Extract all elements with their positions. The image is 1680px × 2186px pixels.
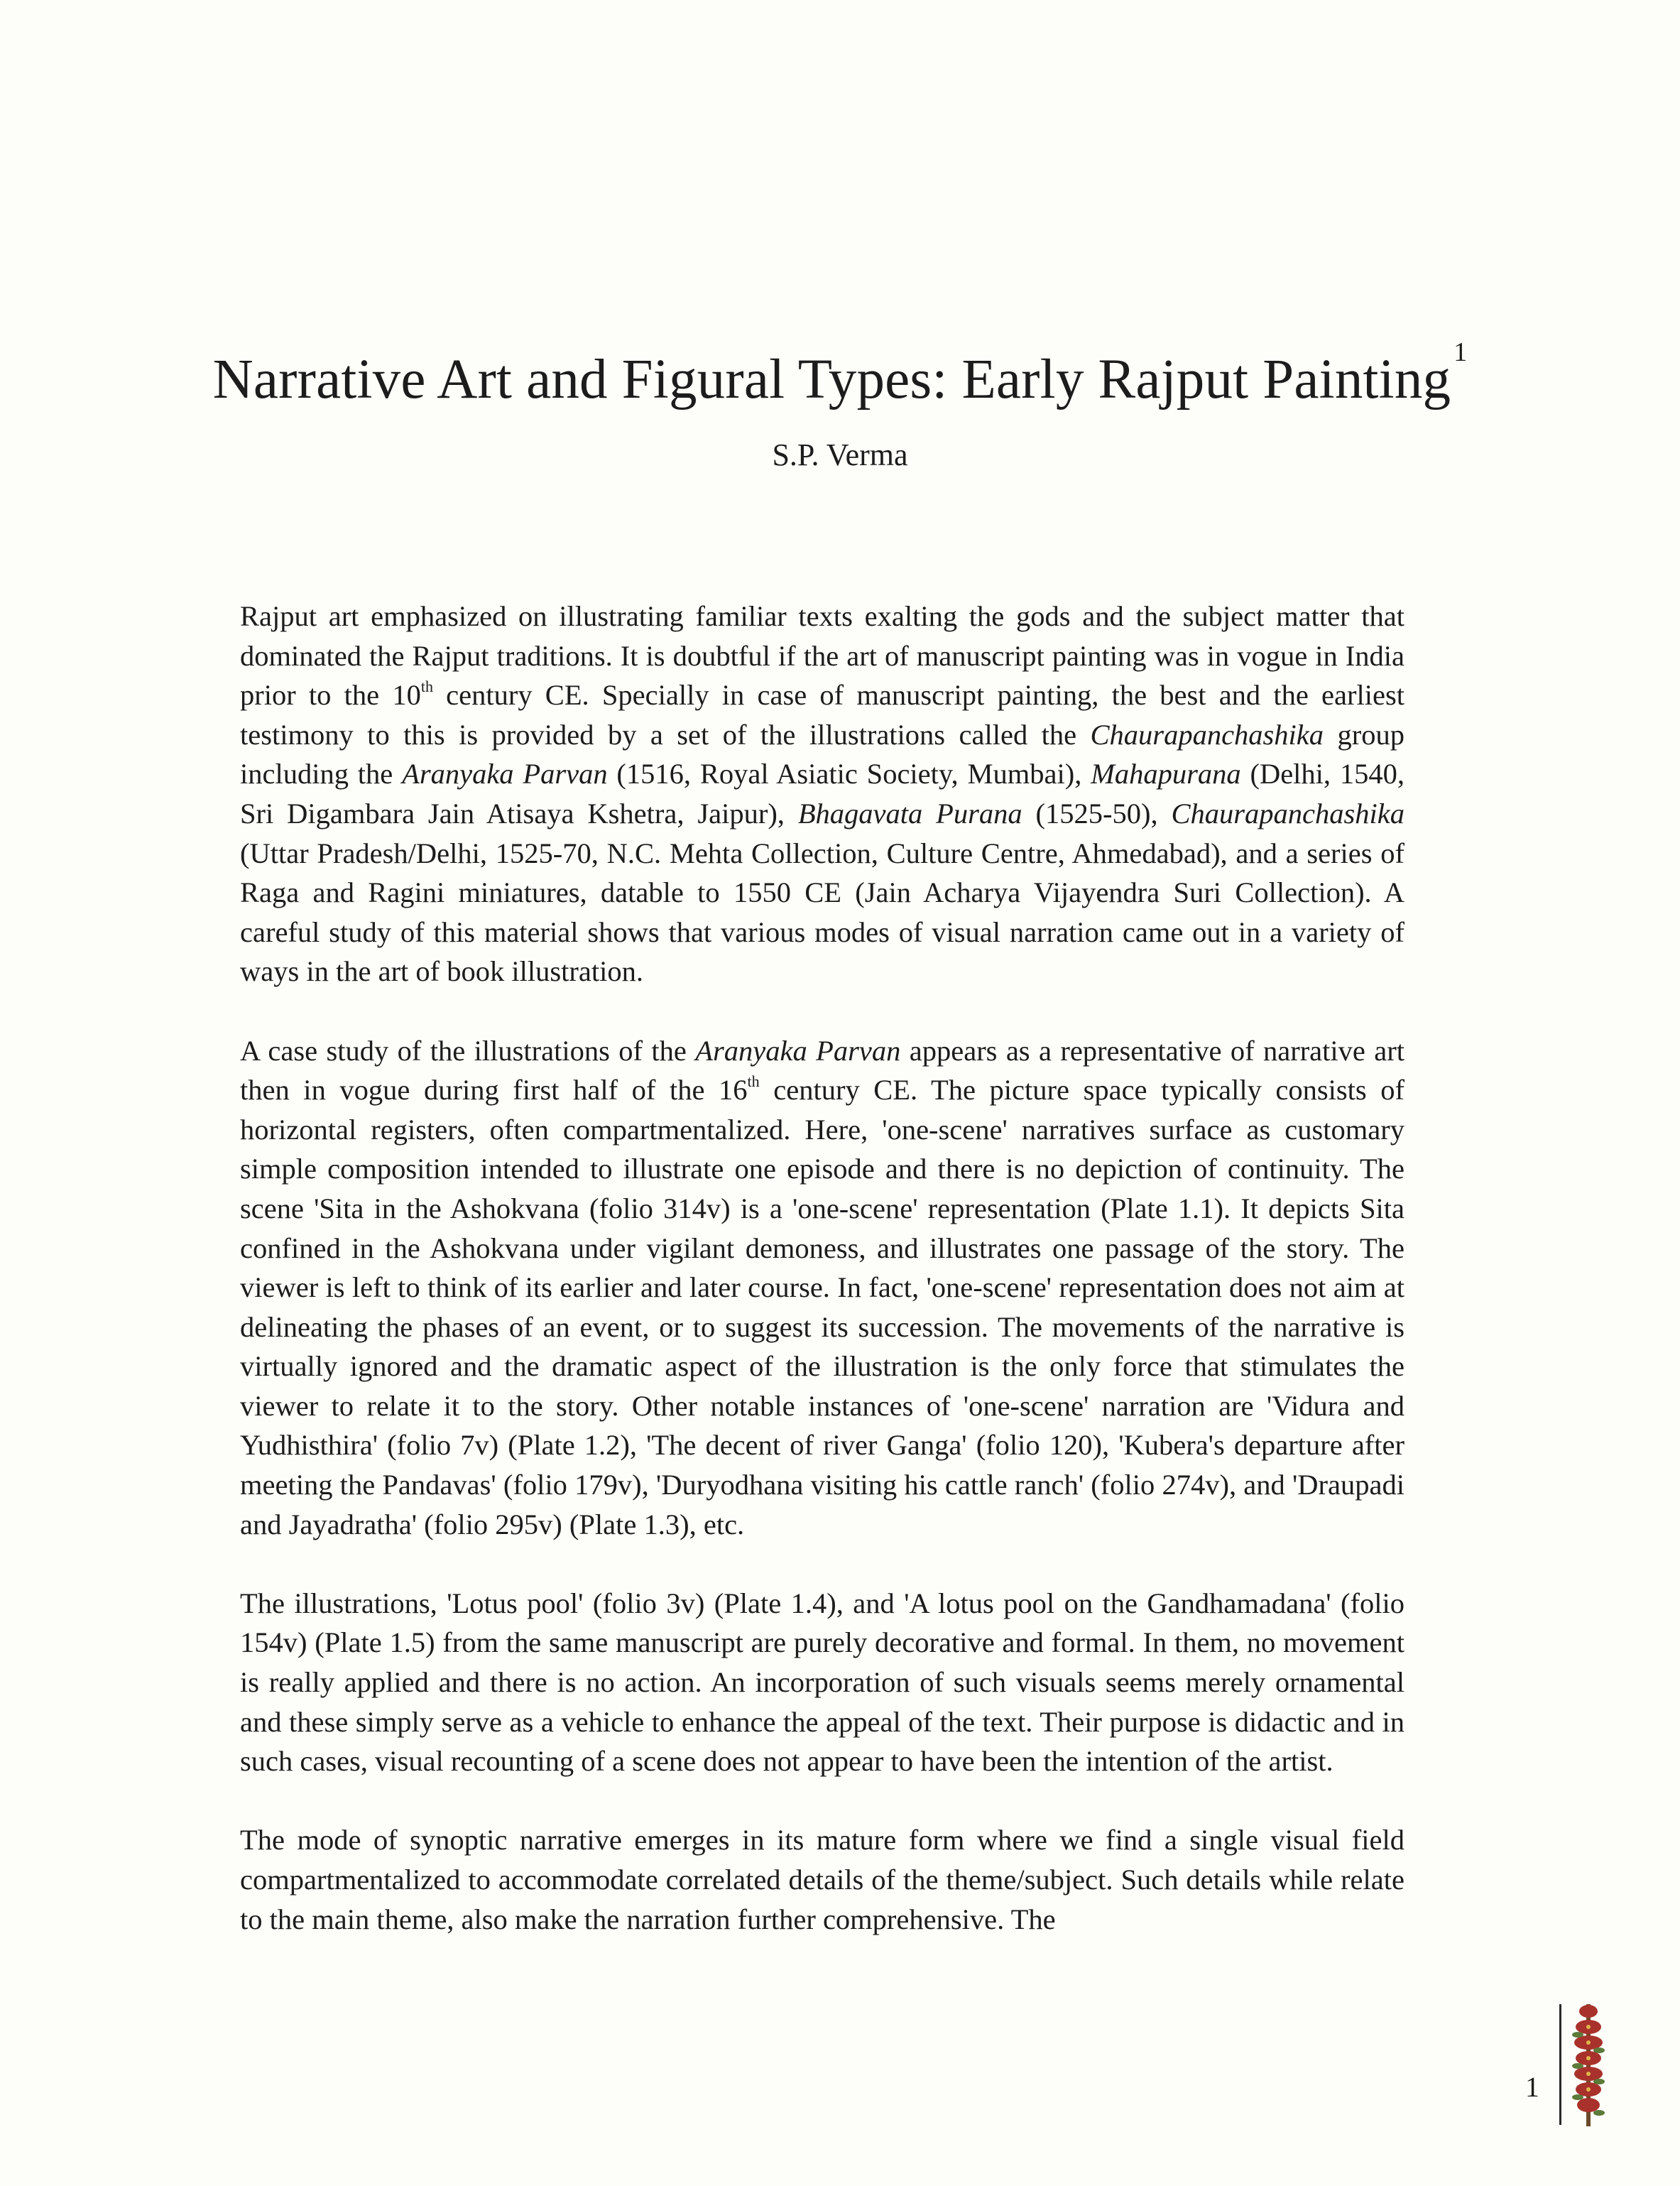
ordinal-suffix: th [747, 1072, 760, 1090]
text-run: The illustrations, 'Lotus pool' (folio 3v) (Plate 1.4), and 'A lotus pool on the Gandhamadana' (folio 154v) (Plate 1.5) from the same manuscript are purely decorative and formal. In them, no movement is really applied and there is no action. An incorporation of such visuals seems merely ornamental and these simply serve as a vehicle to enhance the appeal of the text. Their purpose is didactic and in such cases, visual recounting of a scene does not appear to have been the intention of the artist. [240, 1587, 1404, 1778]
article-body [240, 597, 1404, 1979]
text-run: (1525-50), [1022, 797, 1172, 830]
paragraph [240, 1031, 1404, 1545]
italic-title: Bhagavata Purana [797, 797, 1022, 830]
italic-title: Aranyaka Parvan [402, 758, 608, 790]
italic-title: Chaurapanchashika [1171, 797, 1404, 830]
text-run: group including the [240, 718, 1404, 790]
floral-ornament-icon [1569, 2001, 1608, 2129]
text-run: appears as a representative of narrative art then in vogue during first half of the 16 [240, 1034, 1404, 1106]
text-run: The mode of synoptic narrative emerges in its mature form where we find a single visual field compartmentalized to accommodate correlated details of the theme/subject. Such details while relate to the main theme, also make the narration further comprehensive. The [240, 1824, 1404, 1935]
text-run: century CE. The picture space typically consists of horizontal registers, often compartmentalized. Here, 'one-scene' narratives surface as customary simple composition intended to illustrate one episode and there is no depiction of continuity. The scene 'Sita in the Ashokvana (folio 314v) is a 'one-scene' representation (Plate 1.1). It depicts Sita confined in the Ashokvana under vigilant demoness, and illustrates one passage of the story. The viewer is left to think of its earlier and later course. In fact, 'one-scene' representation does not aim at delineating the phases of an event, or to suggest its succession. The movements of the narrative is virtually ignored and the dramatic aspect of the illustration is the only force that stimulates the viewer to relate it to the story. Other notable instances of 'one-scene' narration are 'Vidura and Yudhisthira' (folio 7v) (Plate 1.2), 'The decent of river Ganga' (folio 120), 'Kubera's departure after meeting the Pandavas' (folio 179v), 'Duryodhana visiting his cattle ranch' (folio 274v), and 'Draupadi and Jayadratha' (folio 295v) (Plate 1.3), etc. [240, 1074, 1404, 1540]
text-run: (1516, Royal Asiatic Society, Mumbai), [607, 758, 1091, 790]
text-run: (Uttar Pradesh/Delhi, 1525-70, N.C. Mehta Collection, Culture Centre, Ahmedabad), and a series of Raga and Ragini miniatures, datable to 1550 CE (Jain Acharya Vijayendra Suri Collection). A careful study of this material shows that various modes of visual narration came out in a variety of ways in the art of book illustration. [240, 837, 1404, 988]
paragraph [240, 1820, 1404, 1939]
author-name: S.P. Verma [772, 437, 908, 472]
article-title-text: Narrative Art and Figural Types: Early Rajput Painting [212, 349, 1451, 410]
italic-title: Mahapurana [1091, 758, 1241, 790]
footer-divider [1559, 2004, 1561, 2125]
text-run: (Delhi, 1540, Sri Digambara Jain Atisaya Kshetra, Jaipur), [240, 758, 1404, 830]
ordinal-suffix: th [420, 677, 433, 695]
page-number: 1 [1525, 2071, 1539, 2103]
page-header [0, 337, 1680, 474]
article-title [0, 337, 1680, 414]
text-run: Rajput art emphasized on illustrating familiar texts exalting the gods and the subject matter that dominated the Rajput traditions. It is doubtful if the art of manuscript painting was in vogue in India prior to the 10 [240, 600, 1404, 712]
text-run: century CE. Specially in case of manuscript painting, the best and the earliest testimony to this is provided by a set of the illustrations called the [240, 679, 1404, 751]
title-footnote-marker: 1 [1453, 337, 1468, 367]
italic-title: Chaurapanchashika [1090, 718, 1324, 751]
paragraph [240, 1584, 1404, 1781]
paragraph [240, 597, 1404, 991]
text-run: A case study of the illustrations of the [240, 1034, 696, 1067]
italic-title: Aranyaka Parvan [695, 1034, 901, 1067]
